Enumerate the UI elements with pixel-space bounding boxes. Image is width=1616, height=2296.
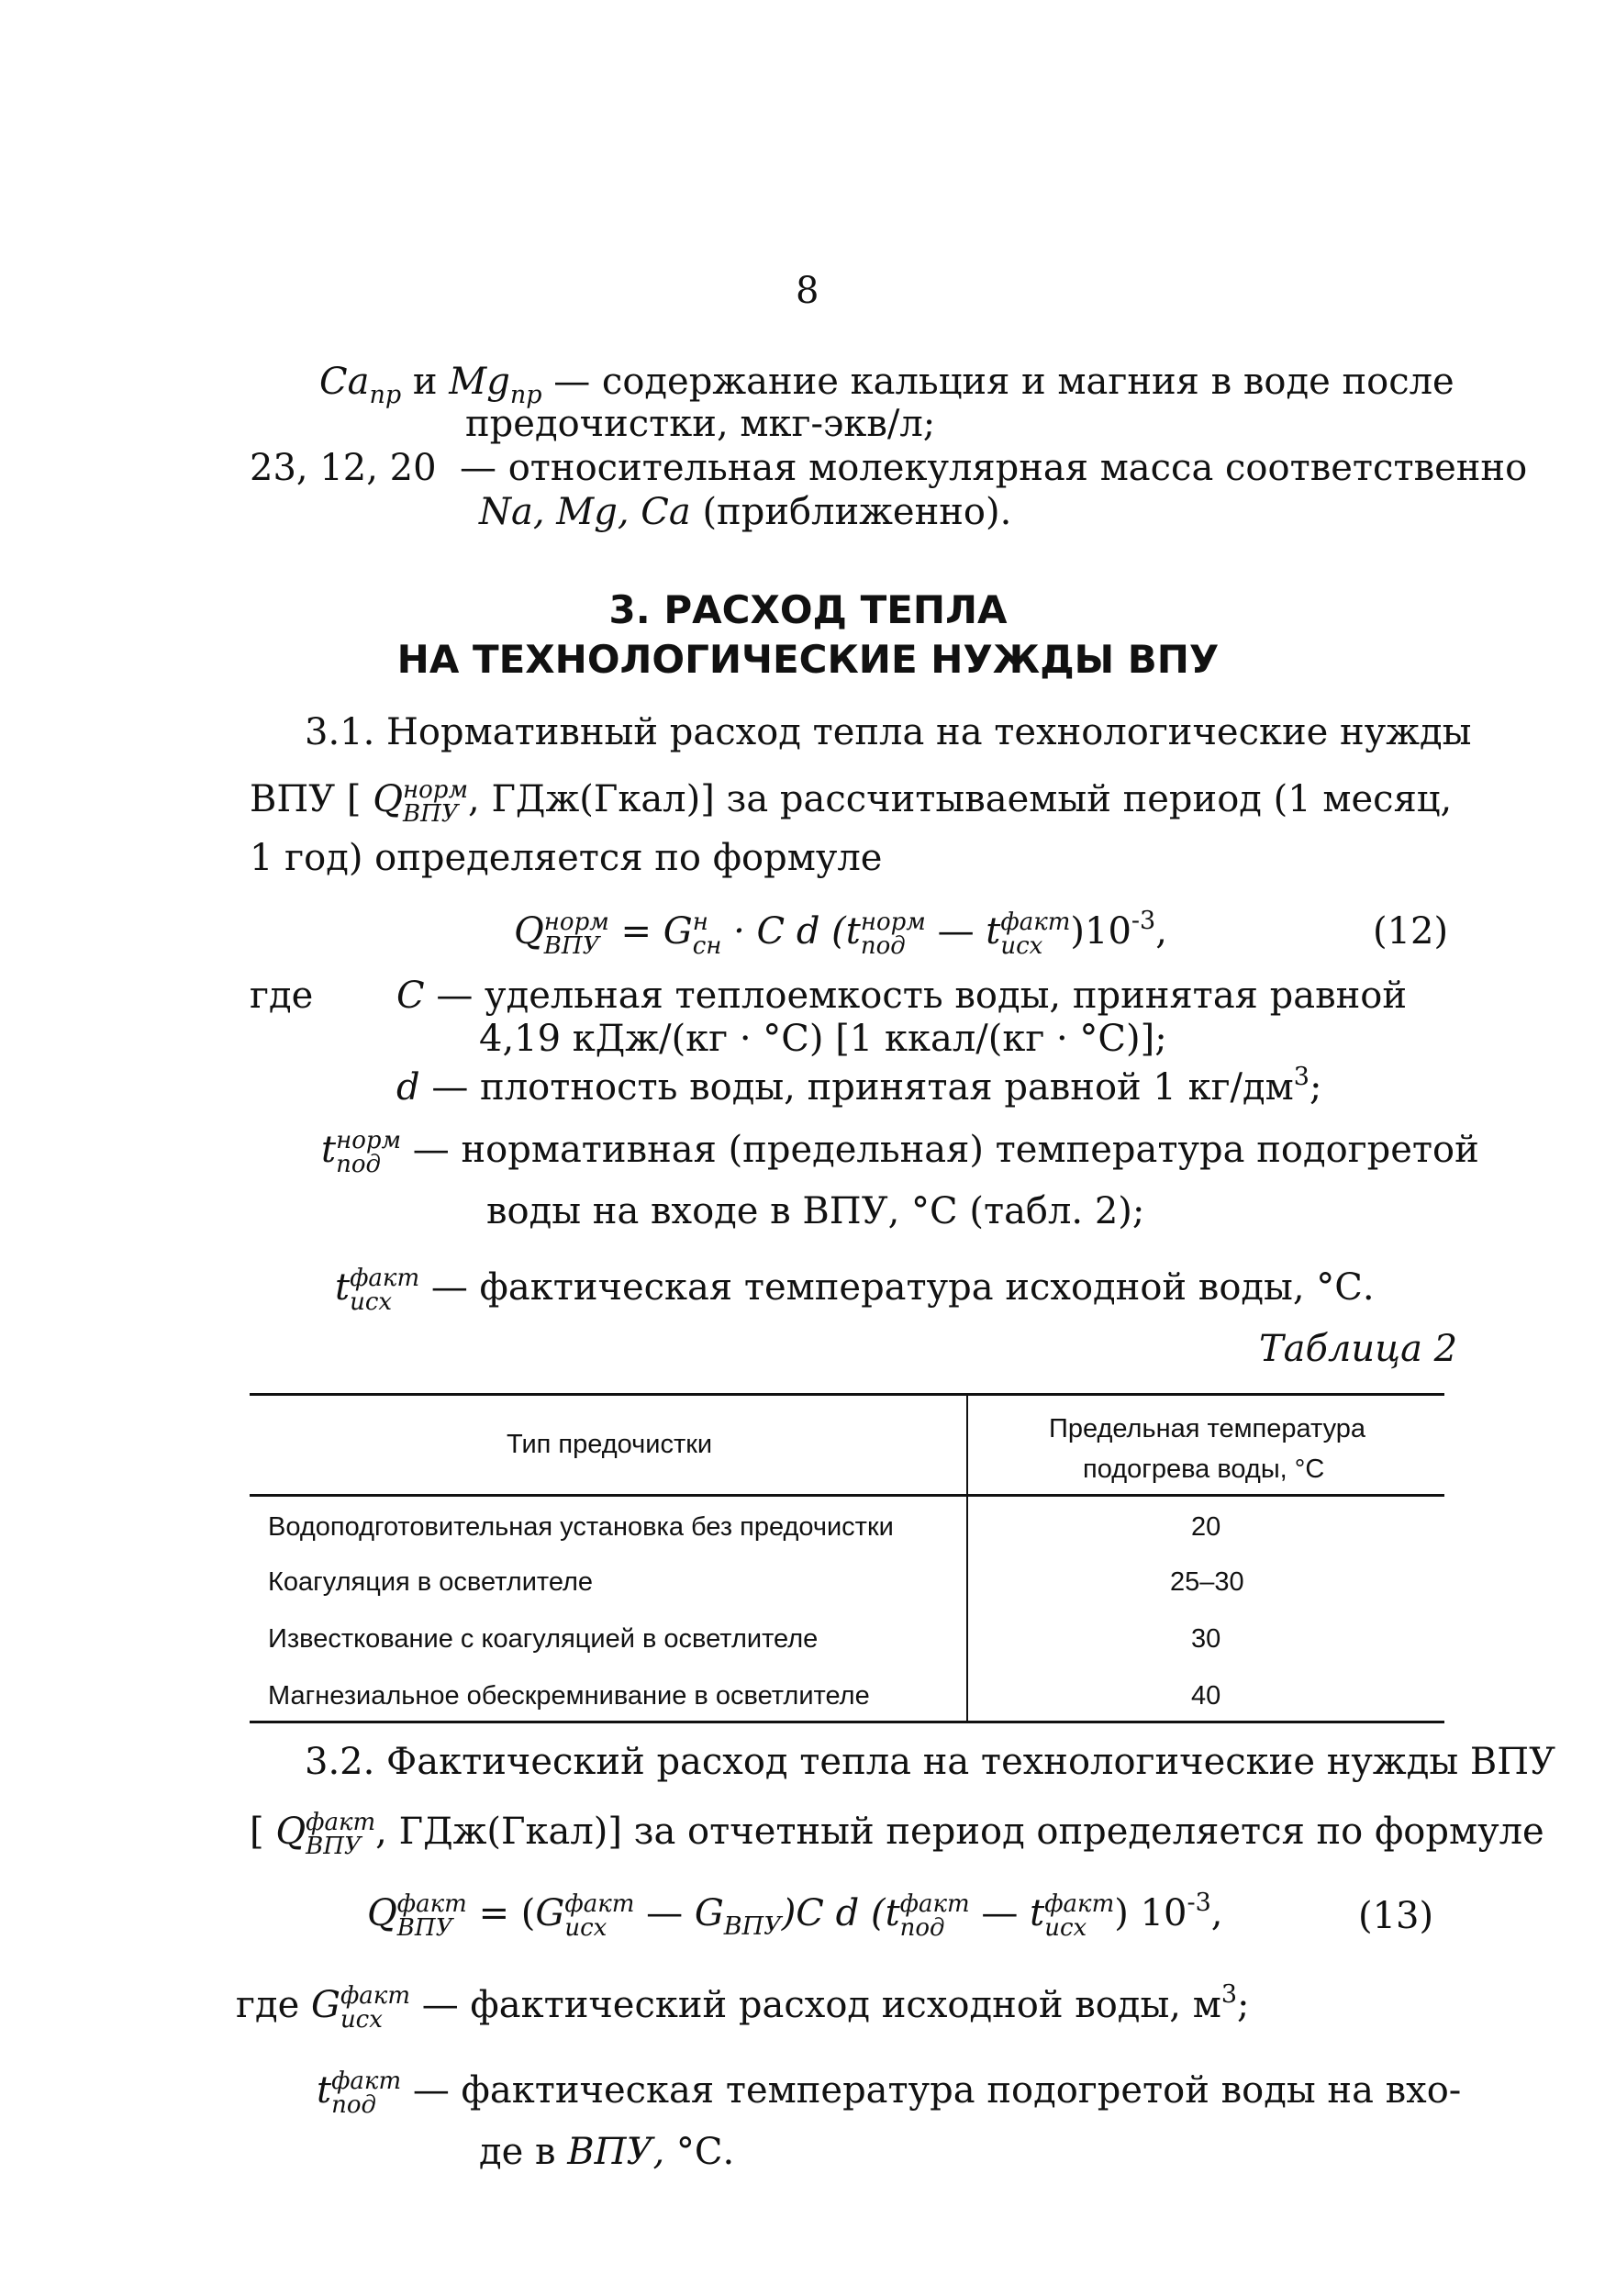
tf-desc: — фактическая температура исходной воды, °С.	[430, 1266, 1375, 1309]
f13-t1-sup: факт	[899, 1890, 970, 1918]
tf-indices	[350, 1266, 419, 1314]
g-fact-desc: — фактический расход исходной воды, м	[421, 1984, 1221, 2026]
f13-t2: t	[1030, 1892, 1045, 1934]
f12-g: G	[663, 910, 693, 953]
t-pod-sup: факт	[331, 2068, 402, 2095]
tn-symbol: t	[321, 1129, 337, 1171]
def-t-pod-fact	[317, 2069, 1461, 2117]
def-c-cont: 4,19 кДж/(кг · °С) [1 ккал/(кг · °С)];	[479, 1018, 1167, 1060]
table-bottom-rule	[250, 1721, 1444, 1723]
d-end: ;	[1309, 1066, 1322, 1109]
f13-comma: ,	[1210, 1892, 1223, 1934]
p31-text-b: , ГДж(Гкал)] за рассчитываемый период (1 месяц,	[468, 778, 1453, 820]
table-header-type: Тип предочистки	[507, 1430, 713, 1459]
g-fact-sup: факт	[340, 1982, 410, 2010]
section-title-line2: НА ТЕХНОЛОГИЧЕСКИЕ НУЖДЫ ВПУ	[396, 637, 1220, 682]
table-row-2-temp: 25–30	[1170, 1567, 1244, 1597]
q-sup: норм	[403, 776, 469, 804]
f13-t1-indices	[900, 1892, 970, 1940]
where-label-13: где	[236, 1984, 300, 2026]
f13-g1-sub: исх	[564, 1914, 607, 1942]
def-d	[396, 1063, 1322, 1109]
f12-g-indices	[693, 910, 722, 958]
f12-q-sup: норм	[543, 908, 609, 936]
d-symbol: d	[396, 1066, 420, 1109]
f13-eq: = (	[478, 1892, 536, 1934]
table-column-divider	[966, 1395, 968, 1722]
formula-12-number: (12)	[1373, 910, 1449, 953]
definition-ca-mg	[319, 363, 1454, 407]
f12-q: Q	[514, 910, 544, 953]
q-symbol: Q	[373, 778, 404, 820]
q-fact-sup: факт	[306, 1809, 376, 1836]
table-caption: Таблица 2	[1259, 1328, 1458, 1370]
f13-g1-indices	[564, 1892, 634, 1940]
table-row-1-type: Водоподготовительная установка без предочистки	[268, 1512, 894, 1542]
p31-line1: 3.1. Нормативный расход тепла на технологические нужды	[305, 711, 1472, 753]
def-t-norm	[321, 1129, 1479, 1176]
mg-symbol: Mg	[449, 361, 510, 403]
f13-q: Q	[367, 1892, 397, 1934]
tn-indices	[336, 1129, 401, 1176]
elements-list: Na, Mg, Ca	[479, 491, 691, 533]
f12-q-indices	[544, 910, 609, 958]
tn-desc-1: — нормативная (предельная) температура подогретой	[412, 1129, 1479, 1171]
f12-exp: -3	[1131, 907, 1156, 935]
t-pod-indices	[331, 2069, 401, 2117]
section-title-line1: 3. РАСХОД ТЕПЛА	[608, 587, 1008, 632]
where-label-12: где	[250, 975, 314, 1017]
c-desc-1: — удельная теплоемкость воды, принятая равной	[436, 975, 1407, 1017]
ca-subscript: пр	[369, 381, 402, 409]
definition-ca-mg-cont: предочистки, мкг-экв/л;	[465, 403, 936, 445]
f13-mid: )C d (	[781, 1892, 886, 1934]
tf-sub: исх	[350, 1288, 393, 1316]
table-top-rule	[250, 1393, 1444, 1396]
t-pod-desc-2i: ВПУ,	[567, 2131, 665, 2173]
t-pod-sub: под	[331, 2091, 376, 2119]
q-fact-symbol: Q	[275, 1811, 306, 1853]
conjunction: и	[412, 361, 438, 403]
g-fact-exp: 3	[1220, 1980, 1238, 2009]
f12-eq: =	[620, 910, 652, 953]
p32-text-a: [	[250, 1811, 264, 1853]
def-g-fact	[236, 1982, 1250, 2032]
g-fact-symbol: G	[310, 1984, 340, 2026]
f13-t1-sub: под	[899, 1914, 945, 1942]
f13-t2-sup: факт	[1044, 1890, 1115, 1918]
f12-comma: ,	[1155, 910, 1167, 953]
table-header-rule	[250, 1494, 1444, 1497]
q-sub: ВПУ	[403, 800, 459, 828]
mg-subscript: пр	[509, 381, 542, 409]
f13-exp: -3	[1187, 1889, 1211, 1917]
p32-line2	[250, 1811, 1544, 1858]
page-number: 8	[796, 270, 819, 312]
t-pod-desc-2a: де в	[479, 2131, 556, 2173]
tf-symbol: t	[335, 1266, 351, 1309]
table-row-3-temp: 30	[1191, 1624, 1221, 1654]
approx-note: (приближенно).	[702, 491, 1012, 533]
f12-g-sup: н	[692, 908, 708, 936]
q-fact-sub: ВПУ	[306, 1833, 362, 1860]
p31-text-a: ВПУ [	[250, 778, 362, 820]
p31-line2	[250, 778, 1452, 826]
table-row-4-type: Магнезиальное обескремнивание в осветлителе	[268, 1681, 870, 1711]
f13-q-indices	[397, 1892, 467, 1940]
def-c	[396, 975, 1407, 1017]
tf-sup: факт	[350, 1265, 420, 1292]
p32-text-b: , ГДж(Гкал)] за отчетный период определяется по формуле	[375, 1811, 1544, 1853]
table-row-3-type: Известкование с коагуляцией в осветлителе	[268, 1624, 819, 1654]
f13-minus-2: —	[981, 1892, 1019, 1934]
f12-t2-sup: факт	[1000, 908, 1071, 936]
f12-t1-sup: норм	[860, 908, 926, 936]
definition-molar-mass	[250, 447, 1528, 489]
t-pod-desc-2b: °С.	[675, 2131, 735, 2173]
def-t-fact	[335, 1266, 1375, 1314]
d-exp: 3	[1293, 1063, 1310, 1091]
f13-g1-sup: факт	[564, 1890, 635, 1918]
table-header-temp-1: Предельная температура	[1049, 1414, 1365, 1443]
f13-q-sup: факт	[396, 1890, 467, 1918]
d-desc: — плотность воды, принятая равной 1 кг/дм	[431, 1066, 1294, 1109]
definition-molar-mass-cont	[479, 491, 1012, 533]
f12-t2-sub: исх	[1000, 932, 1043, 960]
p31-line3: 1 год) определяется по формуле	[250, 837, 883, 879]
f13-g1: G	[535, 1892, 565, 1934]
formula-12	[514, 908, 1167, 958]
g-fact-indices	[340, 1984, 410, 2032]
def-t-pod-fact-cont	[479, 2131, 735, 2173]
f12-t2-indices	[1000, 910, 1070, 958]
table-row-2-type: Коагуляция в осветлителе	[268, 1567, 594, 1597]
f12-minus: —	[937, 910, 975, 953]
f12-t1-indices	[861, 910, 926, 958]
f12-t2: t	[986, 910, 1001, 953]
f13-t2-sub: исх	[1044, 1914, 1087, 1942]
definition-text: — относительная молекулярная масса соответственно	[460, 447, 1528, 489]
molar-mass-values: 23, 12, 20	[250, 447, 437, 489]
q-fact-indices	[306, 1811, 375, 1858]
f13-minus-1: —	[646, 1892, 684, 1934]
formula-13-number: (13)	[1358, 1895, 1434, 1937]
f12-mid: · C d (	[733, 910, 846, 953]
table-header-temp-2: подогрева воды, °С	[1083, 1455, 1325, 1484]
g-fact-end: ;	[1237, 1984, 1250, 2026]
f13-tail: ) 10	[1114, 1892, 1187, 1934]
f13-g2: G	[694, 1892, 724, 1934]
f13-g2-sub: ВПУ	[723, 1912, 782, 1941]
f13-q-sub: ВПУ	[396, 1914, 453, 1942]
f12-q-sub: ВПУ	[543, 932, 600, 960]
f13-t1: t	[885, 1892, 900, 1934]
t-pod-desc-1: — фактическая температура подогретой воды на вхо-	[412, 2069, 1462, 2112]
ca-symbol: Ca	[319, 361, 370, 403]
f12-tail: )10	[1070, 910, 1131, 953]
formula-13	[367, 1890, 1223, 1940]
g-fact-sub: исх	[340, 2006, 383, 2034]
f13-t2-indices	[1044, 1892, 1114, 1940]
definition-text: — содержание кальция и магния в воде после	[553, 361, 1454, 403]
t-pod-symbol: t	[317, 2069, 332, 2112]
f12-t1-sub: под	[860, 932, 906, 960]
table-row-1-temp: 20	[1191, 1512, 1221, 1542]
f12-g-sub: сн	[692, 932, 722, 960]
table-row-4-temp: 40	[1191, 1681, 1221, 1711]
def-t-norm-cont: воды на входе в ВПУ, °С (табл. 2);	[486, 1190, 1145, 1232]
tn-sub: под	[336, 1151, 381, 1178]
tn-sup: норм	[336, 1127, 402, 1154]
f12-t1: t	[845, 910, 861, 953]
q-indices	[403, 778, 468, 826]
p32-line1: 3.2. Фактический расход тепла на технологические нужды ВПУ	[305, 1741, 1556, 1783]
c-symbol: C	[396, 975, 425, 1017]
